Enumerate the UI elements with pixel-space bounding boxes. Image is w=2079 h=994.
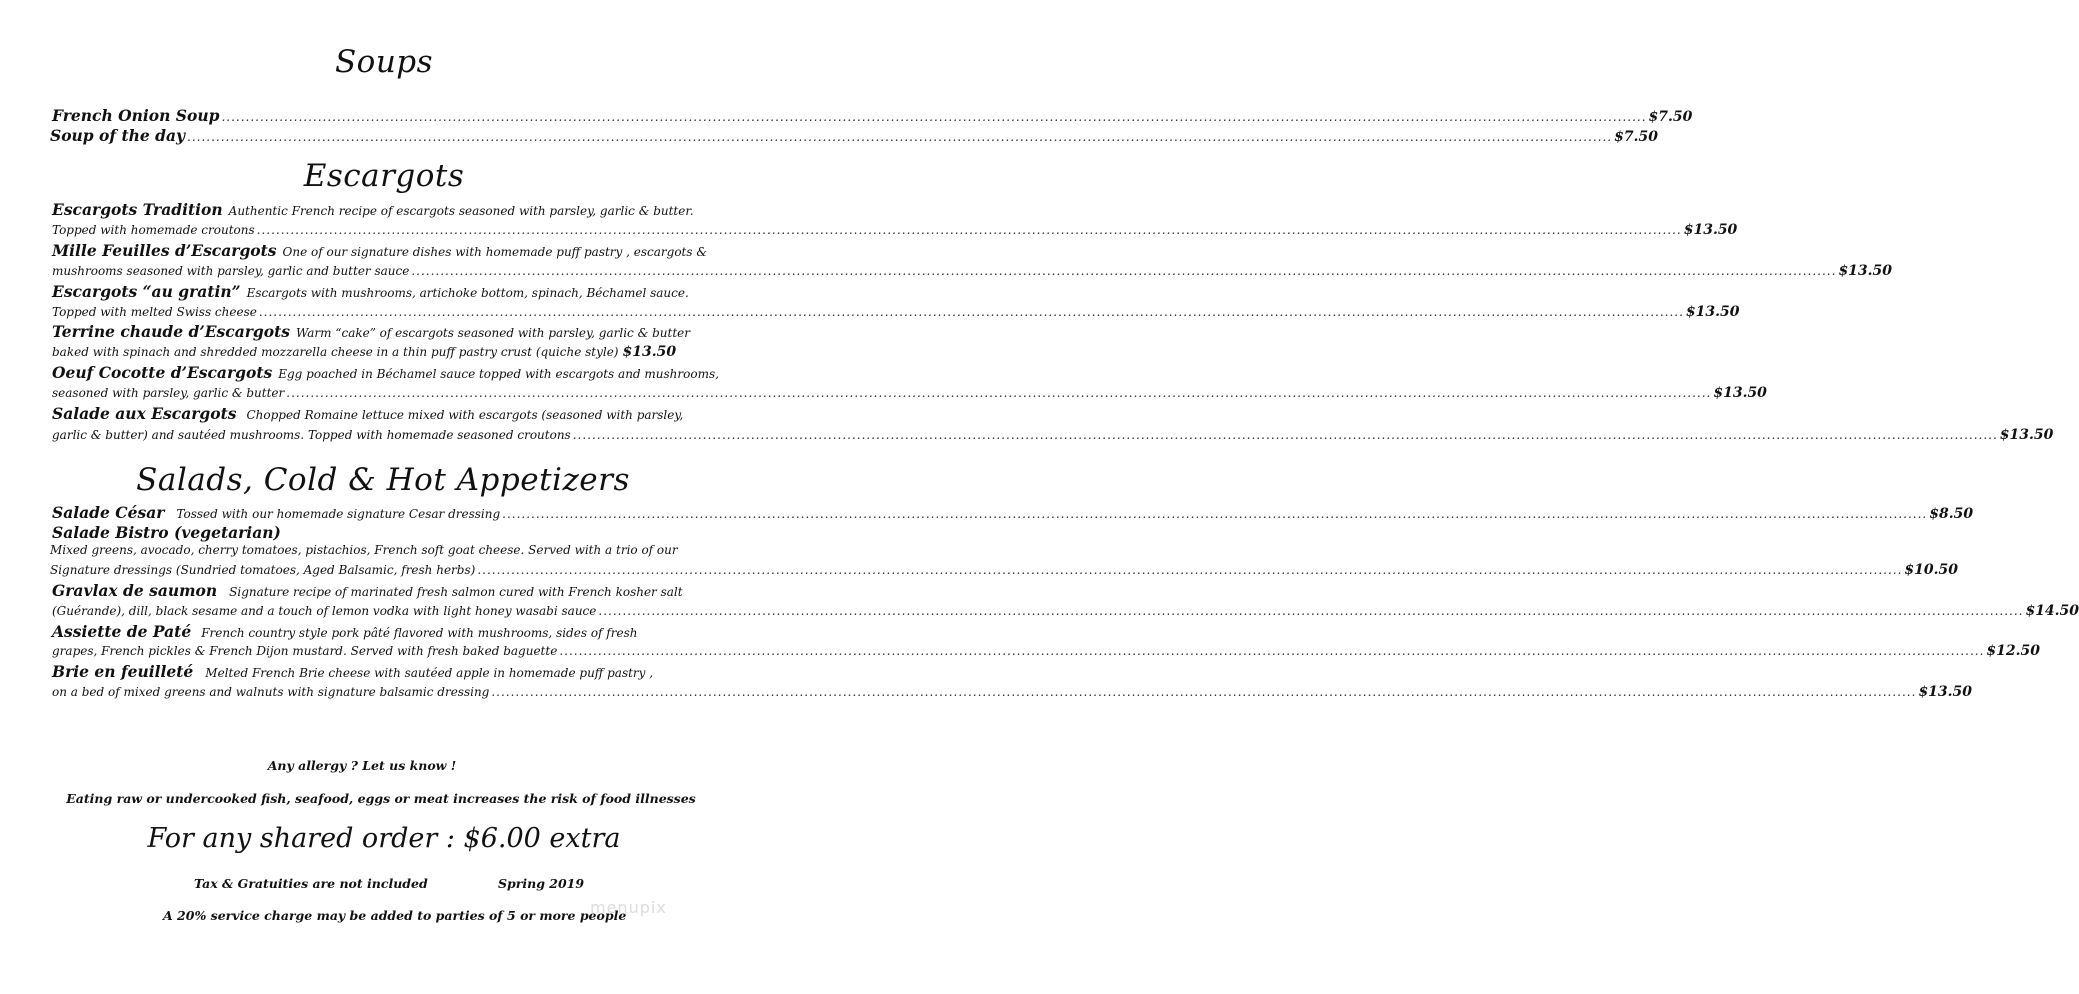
item-description: Signature dressings (Sundried tomatoes, Aged Balsamic, fresh herbs) <box>50 563 476 577</box>
item-description: Topped with melted Swiss cheese <box>52 305 257 319</box>
item-description: baked with spinach and shredded mozzarella cheese in a thin puff pastry crust (quiche style) <box>52 345 619 359</box>
menu-item-salade-bistro-line3 <box>50 562 1958 578</box>
menu-item-assiette-de-pate-line2 <box>52 643 2040 659</box>
menu-item-salade-cesar <box>52 503 1974 522</box>
item-price: $13.50 <box>1685 304 1740 320</box>
item-description: (Guérande), dill, black sesame and a touch of lemon vodka with light honey wasabi sauce <box>52 604 597 618</box>
item-name: Oeuf Cocotte d’Escargots <box>52 363 273 382</box>
dot-leader <box>187 130 1612 144</box>
item-description: grapes, French pickles & French Dijon mustard. Served with fresh baked baguette <box>52 644 558 658</box>
dot-leader <box>598 604 2023 618</box>
item-price: $12.50 <box>1986 643 2040 659</box>
menu-item-escargots-au-gratin-line2 <box>52 304 1740 320</box>
menu-item-salade-aux-escargots-line2 <box>52 427 2054 443</box>
dot-leader <box>502 507 1927 521</box>
dot-leader <box>491 685 1916 699</box>
menu-item-assiette-de-pate <box>52 622 692 641</box>
dot-leader <box>559 644 1984 658</box>
item-description: Escargots with mushrooms, artichoke bottom, spinach, Béchamel sauce. <box>246 286 689 300</box>
dot-leader <box>411 264 1836 278</box>
item-description: Tossed with our homemade signature Cesar dressing <box>176 507 501 521</box>
item-description: Melted French Brie cheese with sautéed apple in homemade puff pastry , <box>205 666 654 680</box>
appetizers-title: Salads, Cold & Hot Appetizers <box>136 462 630 498</box>
item-name: Assiette de Paté <box>52 622 192 641</box>
item-price: $8.50 <box>1929 506 1974 522</box>
allergy-note: Any allergy ? Let us know ! <box>267 758 457 773</box>
item-description: Authentic French recipe of escargots seasoned with parsley, garlic & butter. <box>228 204 694 218</box>
dot-leader <box>573 428 1998 442</box>
item-description: French country style pork pâté flavored with mushrooms, sides of fresh <box>201 626 638 640</box>
item-name: Escargots Tradition <box>52 200 223 219</box>
menu-item-gravlax-line2 <box>52 603 2079 619</box>
menu-item-brie-en-feuillete <box>52 662 692 681</box>
dot-leader <box>286 386 1711 400</box>
item-description: Signature recipe of marinated fresh salmon cured with French kosher salt <box>229 585 683 599</box>
menu-item-escargots-tradition-line2 <box>52 222 1738 238</box>
item-name: Escargots “au gratin” <box>52 282 241 301</box>
item-price: $13.50 <box>1683 222 1738 238</box>
menu-item-salade-bistro-desc <box>50 543 690 557</box>
menu-item-brie-en-feuillete-line2 <box>52 684 1973 700</box>
menu-item-escargots-tradition <box>52 200 692 219</box>
item-name: Salade aux Escargots <box>52 404 237 423</box>
menu-item-salade-aux-escargots <box>52 404 692 423</box>
menu-item-terrine-chaude-line2 <box>52 344 677 360</box>
dot-leader <box>257 223 1682 237</box>
season-label: Spring 2019 <box>498 876 585 891</box>
item-name: Salade Bistro (vegetarian) <box>52 523 281 542</box>
item-name: Mille Feuilles d’Escargots <box>52 241 277 260</box>
item-price: $13.50 <box>622 344 677 360</box>
item-price: $13.50 <box>1713 385 1767 401</box>
item-price: $13.50 <box>1999 427 2054 443</box>
soups-title: Soups <box>334 44 434 80</box>
tax-note: Tax & Gratuities are not included <box>194 876 428 891</box>
menu-item-oeuf-cocotte-line2 <box>52 385 1767 401</box>
item-name: Gravlax de saumon <box>52 581 218 600</box>
item-price: $13.50 <box>1918 684 1973 700</box>
menu-item-mille-feuilles-line2 <box>52 263 1893 279</box>
item-name: Terrine chaude d’Escargots <box>52 322 290 341</box>
item-price: $10.50 <box>1904 562 1958 578</box>
item-name: Soup of the day <box>50 126 186 145</box>
menu-item-terrine-chaude <box>52 322 692 341</box>
item-description: Mixed greens, avocado, cherry tomatoes, pistachios, French soft goat cheese. Served with a trio of our <box>50 543 678 557</box>
dot-leader <box>221 110 1646 124</box>
watermark: menupix <box>590 898 667 917</box>
menu-item-gravlax <box>52 581 692 600</box>
shared-order-notice: For any shared order : $6.00 extra <box>147 823 621 854</box>
menu-item-oeuf-cocotte <box>52 363 719 382</box>
item-description: Warm “cake” of escargots seasoned with parsley, garlic & butter <box>295 326 690 340</box>
item-name: Salade César <box>52 503 165 522</box>
item-description: mushrooms seasoned with parsley, garlic and butter sauce <box>52 264 410 278</box>
item-price: $7.50 <box>1614 129 1658 145</box>
item-description: One of our signature dishes with homemade puff pastry , escargots & <box>282 245 708 259</box>
service-charge-note: A 20% service charge may be added to parties of 5 or more people <box>163 908 627 923</box>
menu-item-french-onion-soup <box>52 106 1693 125</box>
menu-item-soup-of-the-day <box>50 126 1658 145</box>
item-name: French Onion Soup <box>52 106 220 125</box>
escargots-title: Escargots <box>303 158 465 194</box>
item-description: Chopped Romaine lettuce mixed with escargots (seasoned with parsley, <box>246 408 684 422</box>
item-description: garlic & butter) and sautéed mushrooms. Topped with homemade seasoned croutons <box>52 428 571 442</box>
item-price: $7.50 <box>1648 109 1693 125</box>
item-name: Brie en feuilleté <box>52 662 194 681</box>
item-price: $13.50 <box>1838 263 1893 279</box>
item-description: Egg poached in Béchamel sauce topped with escargots and mushrooms, <box>278 367 719 381</box>
item-description: Topped with homemade croutons <box>52 223 255 237</box>
menu-item-salade-bistro <box>52 523 692 542</box>
item-price: $14.50 <box>2025 603 2079 619</box>
food-illness-warning: Eating raw or undercooked fish, seafood, eggs or meat increases the risk of food illnesses <box>66 791 696 806</box>
menu-item-escargots-au-gratin <box>52 282 692 301</box>
dot-leader <box>477 563 1902 577</box>
item-description: seasoned with parsley, garlic & butter <box>52 386 285 400</box>
dot-leader <box>259 305 1684 319</box>
item-description: on a bed of mixed greens and walnuts with signature balsamic dressing <box>52 685 490 699</box>
menu-item-mille-feuilles <box>52 241 708 260</box>
